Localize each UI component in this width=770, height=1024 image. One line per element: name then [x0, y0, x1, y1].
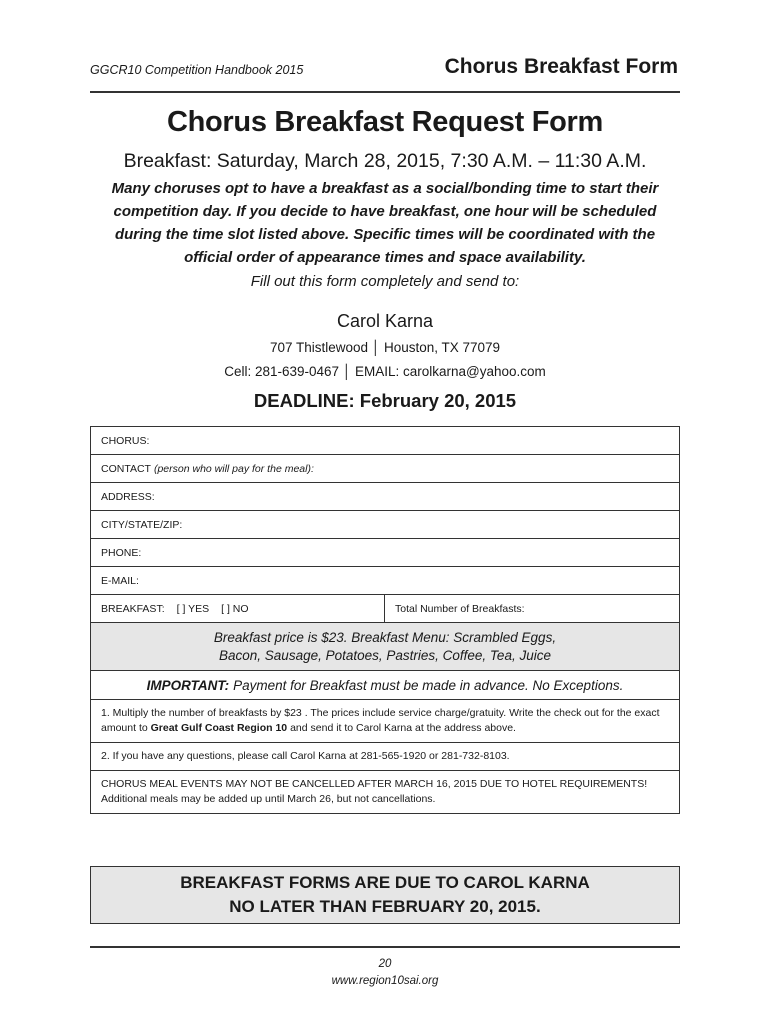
total-breakfasts-field[interactable] — [385, 595, 679, 622]
address-field[interactable] — [91, 483, 679, 511]
total-breakfasts-label: Total Number of Breakfasts: — [395, 602, 525, 615]
chorus-label: CHORUS: — [101, 434, 150, 447]
breakfast-label: BREAKFAST: — [101, 602, 165, 615]
phone-field[interactable] — [91, 539, 679, 567]
breakfast-row — [91, 595, 679, 623]
phone-label: PHONE: — [101, 546, 142, 559]
payment-instructions — [91, 700, 679, 743]
contact-phone-email: Cell: 281-639-0467 │ EMAIL: carolkarna@yahoo.com — [224, 364, 546, 379]
important-label: IMPORTANT: — [146, 677, 230, 693]
contact-hint: (person who will pay for the meal): — [153, 462, 314, 475]
email-label: E-MAIL: — [101, 574, 139, 587]
city-state-zip-label: CITY/STATE/ZIP: — [101, 518, 183, 531]
payee-name: Great Gulf Coast Region 10 — [150, 722, 288, 734]
cancellation-note — [91, 771, 679, 813]
questions-text: 2. If you have any questions, please call Carol Karna at 281-565-1920 or 281-732-8103. — [101, 750, 510, 762]
chorus-field[interactable] — [91, 427, 679, 455]
yes-checkbox[interactable]: [ ] YES — [176, 602, 210, 615]
section-title: Chorus Breakfast Form — [444, 55, 678, 78]
page-title: Chorus Breakfast Request Form — [166, 106, 604, 138]
fill-out-instruction: Fill out this form completely and send to: — [250, 273, 520, 290]
page-number: 20 — [378, 958, 392, 970]
price-menu — [91, 623, 679, 671]
address-label: ADDRESS: — [101, 490, 155, 503]
due-line-2: NO LATER THAN FEBRUARY 20, 2015. — [229, 897, 541, 916]
email-field[interactable] — [91, 567, 679, 595]
handbook-title: GGCR10 Competition Handbook 2015 — [90, 63, 304, 77]
breakfast-date: Breakfast: Saturday, March 28, 2015, 7:30 A.M. – 11:30 A.M. — [123, 150, 647, 172]
payment-text-2: and send it to Carol Karna at the address above. — [287, 722, 516, 734]
due-line-1: BREAKFAST FORMS ARE DUE TO CAROL KARNA — [180, 873, 590, 892]
header-divider — [90, 91, 680, 93]
city-state-zip-field[interactable] — [91, 511, 679, 539]
cancellation-line-1: CHORUS MEAL EVENTS MAY NOT BE CANCELLED AFTER MARCH 16, 2015 DUE TO HOTEL REQUIREMENTS! — [101, 778, 648, 790]
no-checkbox[interactable]: [ ] NO — [221, 602, 249, 615]
contact-address: 707 Thistlewood │ Houston, TX 77079 — [269, 340, 501, 355]
questions-note — [91, 743, 679, 771]
important-notice — [91, 671, 679, 700]
intro-paragraph: Many choruses opt to have a breakfast as a social/bonding time to start their competition day. If you decide to have breakfast, one hour will be scheduled during the time slot listed above. Specific times will be coordinated with the official order of appearance times and space availability. — [111, 180, 659, 266]
footer-divider — [90, 946, 680, 948]
contact-label: CONTACT — [101, 462, 151, 475]
price-line-1: Breakfast price is $23. Breakfast Menu: Scrambled Eggs, — [213, 629, 557, 645]
contact-name: Carol Karna — [336, 311, 434, 331]
due-date-box — [90, 866, 680, 924]
contact-field[interactable] — [91, 455, 679, 483]
important-text: Payment for Breakfast must be made in advance. No Exceptions. — [233, 677, 624, 693]
payment-text-1: 1. Multiply the number of breakfasts by $23 . The prices include service charge/gratuity. Write the check out for the exact amount to — [101, 707, 660, 734]
request-form — [90, 426, 680, 814]
website-link[interactable]: www.region10sai.org — [331, 975, 439, 987]
breakfast-choice — [91, 595, 385, 622]
deadline: DEADLINE: February 20, 2015 — [253, 390, 517, 411]
cancellation-line-2: Additional meals may be added up until March 26, but not cancellations. — [101, 793, 436, 805]
price-line-2: Bacon, Sausage, Potatoes, Pastries, Coffee, Tea, Juice — [219, 647, 551, 663]
